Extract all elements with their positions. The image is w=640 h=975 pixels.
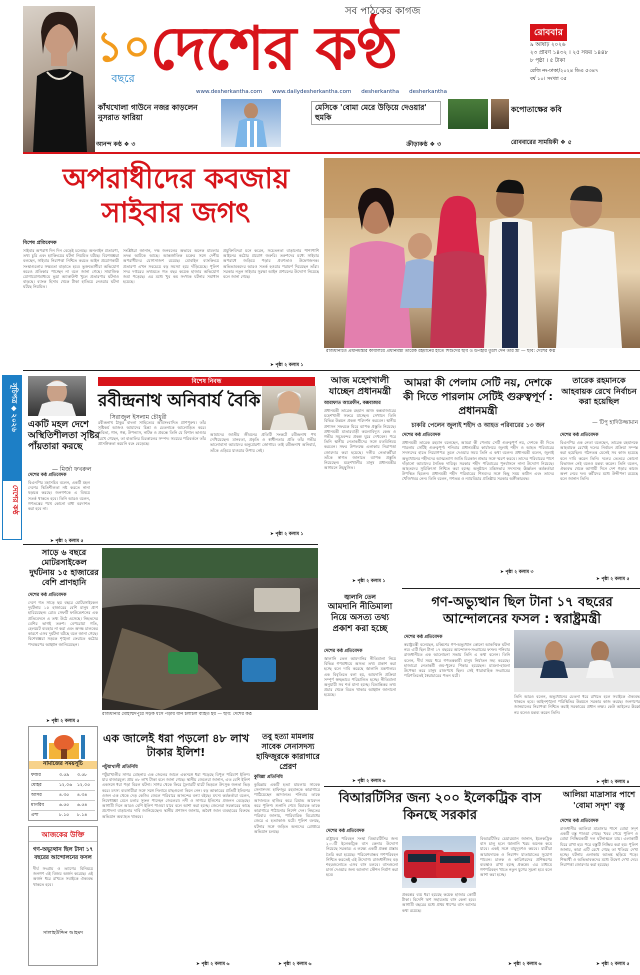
promo-strip — [96, 101, 640, 149]
story-left2-byline: দেশের কণ্ঠ প্রতিবেদক — [28, 593, 67, 598]
tagline: সব পাঠকের কাগজ — [345, 6, 421, 17]
prayer-name: এশা — [31, 813, 39, 818]
bus-byline: দেশের কণ্ঠ প্রতিবেদক — [326, 829, 365, 834]
masthead-rule — [23, 152, 640, 154]
promo-left[interactable] — [96, 101, 216, 149]
prayer-time: ৮.১৪ — [77, 813, 88, 818]
prayer-time: ৮.১৫ — [59, 813, 70, 818]
twitter-link[interactable]: desherkantha — [409, 89, 447, 95]
bus-body-col1: রাষ্ট্রায়ত্ত পরিবহন সংস্থা বিআরটিসির জন্য ২০০টি ইলেকট্রিক বাস কেনার উদ্যোগ নিয়েছে সরকার। এ লক্ষ্যে একটি প্রকল্প প্রস্তাব তৈরি করা হয়েছে। পরিবেশবান্ধব গণপরিবহন নিশ্চিত করতেই এই উদ্যোগ। রাজধানীসহ বড় শহরগুলোতে এসব বাস চলবে। বাসগুলো চার্জ দেওয়ার জন্য আলাদা স্টেশন নির্মাণ করা হবে। — [326, 836, 398, 878]
masthead — [0, 0, 640, 155]
right-story-body: বিএনপির এক নেতা বলেছেন, তারেক রহমানকে আহবায়ক রেখেই দলের নির্বাচন প্রক্রিয়া সম্পন্ন করা হয়েছিল। গঠনতন্ত্র মেনেই সব কাজ হয়েছে বলে দাবি করেন তিনি। দলের ভেতরে কোনো বিভাজন নেই বলেও মন্তব্য করেন। তিনি বলেন, ঐক্যবদ্ধ থেকে আগামী দিনে দেশ গড়ার কাজে অংশ নেবে দল। কর্মীদের মধ্যে উদ্দীপনা রয়েছে বলে জানান তিনি। — [560, 440, 638, 482]
side-strip-label: সূচিপত্র ◆ ২০২৬ — [10, 383, 18, 432]
bus-body-col2: প্রকল্পের ব্যয় ধরা হয়েছে কয়েক হাজার কোটি টাকা। বিদেশি ঋণ সহায়তায় বাস কেনা হবে। আগামী বছরের মধ্যে প্রথম ধাপের বাস আসার কথা রয়েছে। — [402, 892, 476, 913]
feature-body-col1: রবীন্দ্রনাথ ঠাকুর বাংলা সাহিত্যের অবিসংবাদিত প্রাণপুরুষ। তাঁর সৃষ্টিকর্ম আজও আমাদের চিন্তা ও চেতনাকে আলোড়িত করে। কবিতা, গান, গল্প, উপন্যাস, নাটক ও প্রবন্ধে তিনি যে বিশাল ভাণ্ডার রেখে গেছেন, তা বাঙালির চিরকালের সম্পদ। সময়ের পরিবর্তনে তাঁর প্রাসঙ্গিকতা কমেনি বরং বেড়েছে। — [98, 420, 206, 446]
right-story-headline: তারেক রহমানকে আহবায়ক রেখে নির্বাচন করা হয়েছিল — [561, 376, 637, 406]
pm-photo-caption: রাজধানীতে প্রধানমন্ত্রীর কার্যালয়ে প্রধানমন্ত্রী তারেক রহমানের হাতে শিশুদের ছবি ও উপহার তুলে দেন তাঁর স্ত্রী — ছবি: দেশের কণ্ঠ — [326, 349, 556, 354]
main-body: প্রধানমন্ত্রী তারেক রহমান বলেছেন, আমরা কী পেলাম সেটি গুরুত্বপূর্ণ নয়, দেশকে কী দিতে পারলাম সেটিই গুরুত্বপূর্ণ। শনিবার প্রধানমন্ত্রীর কার্যালয়ে জুলাই শহীদ ও আহত পরিবারের সদস্যদের হাতে নিয়োগপত্র তুলে দেওয়ার সময় তিনি এ কথা বলেন। প্রধানমন্ত্রী বলেন, জুলাই অভ্যুত্থানের শহীদদের আত্মত্যাগ জাতি চিরকাল শ্রদ্ধার সঙ্গে স্মরণ করবে। তাদের পরিবারের পাশে দাঁড়ানো আমাদের নৈতিক দায়িত্ব। সরকার শহীদ পরিবারের পুনর্বাসনে নানা উদ্যোগ নিয়েছে। আহতদের সুচিকিৎসা নিশ্চিত করা হচ্ছে। অনুষ্ঠানে মন্ত্রিসভার সদস্যসহ ঊর্ধ্বতন কর্মকর্তারা উপস্থিত ছিলেন। প্রধানমন্ত্রী শহীদ পরিবারের শিশুদের সঙ্গে কিছু সময় কাটান এবং তাদের খোঁজখবর নেন। তিনি বলেন, গণতন্ত্র ও ন্যায়বিচার প্রতিষ্ঠায় সরকার অঙ্গীকারবদ্ধ। — [402, 440, 554, 482]
story-left1-quote: — মির্জা ফখরুল — [52, 466, 92, 473]
right-story-attribution: — টিপু হাদিউজ্জামান — [592, 420, 638, 426]
links-bar — [196, 89, 526, 99]
hilsa-headline: এক জালেই ধরা পড়লো ৪৮ লাখ টাকার ইলিশ! — [103, 732, 249, 759]
bus-body-col3: বিআরটিসির চেয়ারম্যান জানান, ইলেকট্রিক বাস চালু হলে জ্বালানি খরচ অনেক কমে যাবে। একই সঙ্গে বায়ুদূষণও কমবে। যাত্রীরা আরামদায়ক ও নিরাপদ যাতায়াতের সুযোগ পাবেন। চালক ও কারিগরদের প্রশিক্ষণের ব্যবস্থাও রাখা হচ্ছে প্রকল্পে। এর মাধ্যমে গণপরিবহন খাতে নতুন যুগের সূচনা হবে বলে আশা করা হচ্ছে। — [480, 836, 552, 878]
fakhrul-photo — [28, 376, 86, 416]
promo-left-headline: কাঁখখোলা গাউনে নজর কাড়লেন নুসরাত ফারিয়া — [98, 103, 198, 122]
madrasa-body: রাজধানীর আলিয়া মাদ্রাসার পাশে বোমা সদৃশ একটি বস্তু পাওয়া গেছে। খবর পেয়ে পুলিশ ও বোমা নিষ্ক্রিয়কারী দল ঘটনাস্থলে যায়। এলাকাটি ঘিরে রাখা হয়। পরে বস্তুটি নিষ্ক্রিয় করা হয়। পুলিশ জানায়, কারা এটি রেখে গেছে তা খতিয়ে দেখা হচ্ছে। ঘটনায় এলাকায় আতঙ্ক ছড়িয়ে পড়ে। শিক্ষার্থী ও অভিভাবকদের মধ্যে উদ্বেগ দেখা দেয়। নিরাপত্তা জোরদার করা হয়েছে। — [560, 826, 638, 868]
poet-portrait — [491, 99, 509, 129]
army-body: কুমিল্লায় একটি হত্যা মামলায় সাবেক সেনাসদস্য হাফিজুর রহমানকে কারাগারে পাঠিয়েছেন আদালত। শনিবার তাকে আদালতে হাজির করে রিমান্ড আবেদন করে পুলিশ। শুনানি শেষে বিচারক তাকে কারাগারে পাঠানোর নির্দেশ দেন। নিহতের পরিবার জানায়, পারিবারিক বিরোধের জেরে এ হত্যাকাণ্ড ঘটে। পুলিশ বলছে, ঘটনার সঙ্গে জড়িত অন্যদের গ্রেপ্তারে অভিযান চলছে। — [254, 782, 320, 834]
promo-right[interactable] — [511, 101, 640, 149]
prayer-name: মাগরিব — [31, 803, 45, 808]
main-headline: আমরা কী পেলাম সেটি নয়, দেশকে কী দিতে পারলাম সেটিই গুরুত্বপূর্ণ : প্রধানমন্ত্রী — [403, 377, 553, 417]
hilsa-byline: পটুয়াখালী প্রতিনিধি — [102, 765, 138, 770]
prayer-row — [31, 791, 95, 801]
feature-divider — [23, 544, 318, 545]
date-block — [530, 20, 635, 83]
lead-body-col3: প্রযুক্তিবিদরা মনে করেন, সচেতনতা বাড়ানোর পাশাপাশি আইনের কঠোর প্রয়োগ জরুরি। তরুণদের মধ্যে সাইবার অপরাধে জড়িয়ে পড়ার প্রবণতাও উদ্বেগজনক। অভিভাবকদের আরও সতর্ক হওয়ার পরামর্শ দিয়েছেন তাঁরা। সরকার নতুন সাইবার সুরক্ষা আইন প্রণয়নের উদ্যোগ নিয়েছে বলে জানা গেছে। — [223, 248, 319, 280]
prayer-row — [31, 781, 95, 791]
prayer-name: ফজর — [31, 773, 41, 778]
madrasa-byline: দেশের কণ্ঠ প্রতিবেদক — [560, 819, 599, 824]
prayer-time: ৪.৩৪ — [77, 793, 88, 798]
prayer-table — [31, 771, 95, 820]
prayer-time: ৪.৩৫ — [59, 793, 70, 798]
pm-event-photo — [324, 158, 640, 348]
date-line-1: ৯ আষাঢ় ২০২৬ — [530, 42, 566, 48]
army-byline: কুমিল্লা প্রতিনিধি — [254, 775, 283, 780]
story-left2-headline: সাড়ে ৬ বছরে মোটরসাইকেল দুর্ঘটনায় ১৫ হাজারের বেশি প্রাণহানি — [29, 548, 99, 587]
prayer-time: ১২.০৬ — [59, 783, 73, 788]
story-left2-body: দেশে গত সাড়ে ছয় বছরে মোটরসাইকেল দুর্ঘটনায় ১৫ হাজারের বেশি মানুষ প্রাণ হারিয়েছেন। রোড সেফটি ফাউন্ডেশনের এক প্রতিবেদনে এ তথ্য উঠে এসেছে। নিহতদের বেশির ভাগই তরুণ। বেপরোয়া গতি, হেলমেট ব্যবহার না করা এবং অদক্ষ চালকের কারণে এসব দুর্ঘটনা ঘটছে বলে জানা গেছে। বিশেষজ্ঞরা সড়কে শৃঙ্খলা ফেরাতে কঠোর পদক্ষেপের আহ্বান জানিয়েছেন। — [28, 600, 98, 647]
hilsa-more[interactable]: ➤ পৃষ্ঠা ২ কলাম ৬ — [196, 962, 230, 967]
date-line-3: ৮ পৃষ্ঠা । ৫ টাকা — [530, 58, 566, 64]
movement-body-col1: স্বরাষ্ট্রমন্ত্রী বলেছেন, চব্বিশের গণ-অভ্যুত্থান কোনো আকস্মিক ঘটনা নয়। এটি ছিল টানা ১৭ বছরের আন্দোলন-সংগ্রামের ফসল। শনিবার রাজধানীতে এক আলোচনা সভায় তিনি এ কথা বলেন। তিনি বলেন, দীর্ঘ সময় ধরে গণতন্ত্রকামী মানুষ নির্যাতন সহ্য করেছে। হাজারো নেতাকর্মী গুম-খুনের শিকার হয়েছেন। মামলা-হামলা উপেক্ষা করে মানুষ রাজপথে ছিল। সেই ধারাবাহিক সংগ্রামের পরিণতিতেই স্বৈরাচারের পতন ঘটে। — [404, 642, 510, 679]
promo-left-section: আনন্দ কণ্ঠ ❖ ৩ — [96, 141, 136, 148]
feature-headline: রবীন্দ্রনাথ অনিবার্য বৈকি — [98, 391, 261, 411]
story-left1-more[interactable]: ➤ পৃষ্ঠা ২ কলাম ৫ — [50, 539, 84, 544]
ovi-body: জ্বালানি তেল আমদানির নীতিমালা নিয়ে বিভিন্ন গণমাধ্যমে অসত্য তথ্য প্রকাশ করা হচ্ছে বলে দাবি করেছে জ্বালানি মন্ত্রণালয়। এক বিবৃতিতে বলা হয়, আমদানি প্রক্রিয়া সম্পূর্ণ স্বচ্ছভাবে পরিচালিত হচ্ছে। নীতিমালা অনুযায়ী সব শর্ত মানা হচ্ছে। বিভ্রান্তিকর তথ্য প্রচার থেকে বিরত থাকার আহ্বান জানানো হয়েছে। — [324, 656, 396, 698]
lead-headline: অপরাধীদের কবজায় সাইবার জগৎ — [62, 162, 290, 229]
pm-headline: আজ মহেশখালী যাচ্ছেন প্রধানমন্ত্রী — [328, 376, 391, 397]
lead-body-col2: সংশ্লিষ্টরা জানান, দক্ষ জনবলের অভাবে অনেক মামলার তদন্ত আটকে আছে। আন্তর্জাতিক চক্রের সঙ্গে দেশীয় অপরাধীদের যোগসাজশ রয়েছে। মোবাইল ব্যাংকিংয়ে প্রতারণা এখন সবচেয়ে বড় সমস্যা হয়ে দাঁড়িয়েছে। পুলিশ সদর দপ্তরের তথ্যমতে গত বছর কয়েক হাজার অভিযোগ জমা পড়েছে। এর মধ্যে খুব কম সংখ্যক ঘটনার সমাধান হয়েছে। — [123, 248, 219, 285]
anniversary-logo — [96, 24, 150, 92]
quote-body: গণ-অভ্যুত্থান ছিল টানা ১৭ বছরের আন্দোলনের ফসল — [32, 847, 94, 861]
quote-box — [28, 826, 98, 966]
movement-body-col2: তিনি আরও বলেন, অভ্যুত্থানের চেতনা ধরে রাখতে হলে সবাইকে ঐক্যবদ্ধ থাকতে হবে। আইনশৃঙ্খলা পরিস্থিতির উন্নয়নে সরকার কাজ করছে। জনগণের জানমালের নিরাপত্তা নিশ্চিত করাই সরকারের প্রধান লক্ষ্য। কেউ আইনের ঊর্ধ্বে নয় বলেও মন্তব্য করেন তিনি। — [514, 694, 640, 715]
pm-body: প্রধানমন্ত্রী তারেক রহমান আজ কক্সবাজারের মহেশখালী সফরে যাচ্ছেন। সেখানে তিনি বিভিন্ন উন্নয়ন প্রকল্প পরিদর্শন করবেন। স্থানীয় প্রশাসন সফরকে ঘিরে ব্যাপক প্রস্তুতি নিয়েছে। প্রধানমন্ত্রী মাতারবাড়ী কয়লাবিদ্যুৎ কেন্দ্র ও গভীর সমুদ্রবন্দর প্রকল্প ঘুরে দেখবেন। পরে তিনি স্থানীয় নেতাকর্মীদের সঙ্গে মতবিনিময় করবেন। সফর উপলক্ষে এলাকায় নিরাপত্তা জোরদার করা হয়েছে। দলীয় নেতাকর্মীরা তাঁকে স্বাগত জানাতে ব্যাপক প্রস্তুতি নিয়েছেন। মহেশখালীর মানুষ প্রধানমন্ত্রীর আগমনে উচ্ছ্বসিত। — [324, 408, 396, 471]
prayer-time: ১২.০৫ — [77, 783, 91, 788]
website-link-2[interactable]: www.dailydesherkantha.com — [272, 89, 352, 95]
prayer-time: ৩.৫৮ — [77, 773, 88, 778]
prayer-title: নামাজের সময়সূচি — [29, 761, 97, 769]
quote-author: সালাহউদ্দিন আহমদ — [42, 930, 84, 936]
road-photo-caption: রাজধানীর মোহাম্মদপুরে সড়ক ধসে পড়ায় যান চলাচল ব্যাহত হয় — ছবি: দেশের কণ্ঠ — [102, 712, 252, 717]
date-line-4: রেজি নং-ঢাকা/২০২৪ ডিএ ৫৩৪৭ — [530, 68, 599, 74]
feature-author: সিরাজুল ইসলাম চৌধুরী — [110, 414, 167, 421]
author-photo — [262, 386, 316, 430]
mosque-icon — [39, 729, 89, 759]
story-left1-body: বিএনপির মহাসচিব বলেন, একটি মহল দেশের স্থিতিশীলতা নষ্ট করতে নানা ষড়যন্ত্র করছে। জনগণকে এ বিষয়ে সতর্ক থাকতে হবে। তিনি আরও বলেন, গণতন্ত্রের পথে কোনো বাধা বরদাশত করা হবে না। — [28, 480, 90, 512]
feature-kicker: বিশেষ নিবন্ধ — [98, 377, 315, 386]
poet-photo — [448, 99, 488, 129]
electric-bus-photo — [402, 836, 476, 888]
prayer-box — [28, 726, 98, 821]
anniversary-word: বছরে — [111, 72, 135, 85]
side-strip-brand: দেশের কণ্ঠ — [11, 485, 19, 515]
anniversary-number: ১০ — [96, 22, 151, 71]
pm-byline: আরাফাত আরেফীন, কক্সবাজার — [324, 401, 381, 406]
prayer-name: যোহর — [31, 783, 42, 788]
minister-photo — [514, 630, 640, 692]
road-collapse-photo — [102, 548, 318, 710]
promo-mid[interactable] — [311, 101, 441, 149]
movement-headline: গণ-অভ্যুত্থান ছিল টানা ১৭ বছরের আন্দোলনের ফসল : স্বরাষ্ট্রমন্ত্রী — [431, 595, 613, 627]
army-more[interactable]: ➤ পৃষ্ঠা ২ কলাম ৬ — [278, 962, 312, 967]
date-line-2: ২৩ প্রাবণ ১৪৩২ । ২৫ সফর ১৪৪৮ — [530, 50, 609, 56]
prayer-name: আসর — [31, 793, 42, 798]
side-strip-bottom — [2, 480, 22, 540]
army-headline: তবু হত্যা মামলায় সাবেক সেনাসদস্য হাফিজুরকে কারাগারে প্রেরণ — [256, 732, 320, 771]
feature-more[interactable]: ➤ পৃষ্ঠা ২ কলাম ১ — [270, 532, 304, 537]
prayer-time: ৬.৫৫ — [59, 803, 70, 808]
prayer-row — [31, 771, 95, 781]
quote-title: আজকের উক্তি — [29, 827, 97, 842]
feature-body-col2: আমাদের জাতীয় জীবনের প্রতিটি সংকটে রবীন্দ্রনাথ পথ দেখিয়েছেন। মানবতা, প্রকৃতি ও স্বাধীনতার প্রতি তাঁর গভীর ভালোবাসা আমাদের অনুপ্রেরণা জোগায়। তাই রবীন্দ্রনাথ অনিবার্য, তাঁকে এড়িয়ে যাওয়ার উপায় নেই। — [210, 432, 316, 453]
prayer-time: ৩.৫৯ — [59, 773, 70, 778]
madrasa-more[interactable]: ➤ পৃষ্ঠা ২ কলাম ৫ — [596, 962, 630, 967]
prayer-time: ৬.৫৪ — [77, 803, 88, 808]
promo-right-section: রোববারের সাময়িকী ❖ ৫ — [511, 139, 572, 146]
right-story-byline: দেশের কণ্ঠ প্রতিবেদক — [560, 433, 599, 438]
movement-byline: দেশের কণ্ঠ প্রতিবেদক — [404, 635, 443, 640]
mid-divider — [402, 588, 640, 589]
bus-headline: বিআরটিসির জন্য ২০০ ইলেকট্রিক বাস কিনছে সরকার — [338, 791, 542, 823]
newspaper-title: দেশের কণ্ঠ — [150, 14, 397, 84]
footballer-photo — [221, 99, 281, 147]
promo-mid-headline: মেসিকে 'বোমা মেরে উড়িয়ে দেওয়ার' হুমকি — [311, 101, 441, 125]
hilsa-body: পটুয়াখালীর সাগর মোহনায় এক জেলের জালে একসঙ্গে ধরা পড়েছে বিপুল পরিমাণ ইলিশ। যার বাজারমূল্য প্রায় ৪৮ লাখ টাকা বলে জানা গেছে। স্থানীয় জেলেরা জানান, এত বেশি ইলিশ একসঙ্গে ধরা পড়া বিরল ঘটনা। সাগর থেকে ফিরে ট্রলারটি ঘাটে ভিড়লে উৎসুক জনতা ভিড় করে। মৎস্য ব্যবসায়ীরা সঙ্গে সঙ্গে নিলামে মাছগুলো কিনে নেন। বড় আকারের প্রতিটি ইলিশের ওজন এক থেকে দেড় কেজি। জেলে পরিবারে আনন্দের বন্যা বইছে। মৎস্য কর্মকর্তারা বলেন, নিষেধাজ্ঞা মেনে চলার সুফল পাচ্ছেন জেলেরা। নদী ও সাগরে ইলিশের প্রজনন বেড়েছে। আগামী দিনে আরও বেশি ইলিশ পাওয়া যাবে বলে আশা করা হচ্ছে। জেলেরা সরকারের কাছে প্রণোদনা বাড়ানোর দাবি জানিয়েছেন। স্থানীয় প্রশাসন জানায়, অবৈধ জাল ব্যবহারের বিরুদ্ধে অভিযান অব্যাহত থাকবে। — [102, 772, 250, 819]
main-more[interactable]: ➤ পৃষ্ঠা ২ কলাম ৩ — [500, 570, 534, 575]
lead-divider — [23, 370, 640, 371]
prayer-row — [31, 801, 95, 811]
lead-byline: বিশেষ প্রতিবেদক — [23, 240, 57, 246]
model-photo — [23, 6, 95, 152]
story-left1-headline: একটি মহল দেশে অস্থিতিশীলতা সৃষ্টির পাঁয়তারা করছে — [28, 420, 100, 452]
movement-more[interactable]: ➤ পৃষ্ঠা ২ কলাম ৪ — [596, 780, 630, 785]
promo-mid-section: ক্রীড়াকণ্ঠ ❖ ৩ — [406, 141, 441, 148]
lead-more[interactable]: ➤ পৃষ্ঠা ২ কলাম ১ — [270, 363, 304, 368]
ovi-kicker: জ্বালানি তেল — [344, 594, 376, 601]
main-byline: দেশের কণ্ঠ প্রতিবেদক — [402, 433, 441, 438]
story-left1-byline: দেশের কণ্ঠ প্রতিবেদক — [28, 473, 67, 478]
right-story-more[interactable]: ➤ পৃষ্ঠা ২ কলাম ৫ — [596, 577, 630, 582]
website-link-1[interactable]: www.desherkantha.com — [196, 89, 263, 95]
promo-right-headline: কপোতাক্ষের কবি — [511, 105, 562, 114]
story-left2-more[interactable]: ➤ পৃষ্ঠা ২ কলাম ৫ — [46, 719, 80, 724]
ovi-more[interactable]: ➤ পৃষ্ঠা ২ কলাম ৬ — [352, 779, 386, 784]
bottom-divider — [324, 786, 640, 787]
ovi-headline: আমদানি নীতিমালা নিয়ে অসত্য তথ্য প্রকাশ করা হচ্ছে — [327, 602, 393, 634]
madrasa-headline: আলিয়া মাদ্রাসার পাশে 'বোমা সদৃশ' বস্তু — [562, 790, 636, 810]
pm-more[interactable]: ➤ পৃষ্ঠা ২ কলাম ১ — [352, 579, 386, 584]
lead-body-col1: সাইবার অপরাধ দিন দিন বেড়েই চলেছে। অনলাইন প্রতারণা, তথ্য চুরি এবং হ্যাকিংয়ের ঘটনা নিয়মিত ঘটছে। বিশেষজ্ঞরা বলছেন, সাইবার নিরাপত্তা নিশ্চিত করতে আইন প্রয়োগকারী সংস্থাগুলোর সক্ষমতা বাড়াতে হবে। ভুক্তভোগীরা অভিযোগ করেও প্রতিকার পাচ্ছেন না বলে জানা গেছে। সামাজিক যোগাযোগমাধ্যমে ভুয়া অ্যাকাউন্ট খুলে প্রতারণার ঘটনাও বাড়ছে। ব্যাংক হিসাব থেকে টাকা হাতিয়ে নেওয়ার ঘটনা ঘটছে নিয়মিত। — [23, 248, 119, 290]
bus-more[interactable]: ➤ পৃষ্ঠা ২ কলাম ৬ — [508, 962, 542, 967]
prayer-row — [31, 811, 95, 820]
facebook-link[interactable]: desherkantha — [361, 89, 400, 95]
date-line-5: বর্ষ ১০। সংখ্যা ৩৫ — [530, 76, 567, 82]
quote-extra: দীর্ঘ সংগ্রাম ও ত্যাগের বিনিময়ে জনগণ এই বিজয় অর্জন করেছে। এই অর্জন ধরে রাখতে সবাইকে ঐক্যবদ্ধ থাকতে হবে। — [33, 866, 93, 887]
main-subhead: চাকরি পেলেন জুলাই শহীদ ও আহত পরিবারের ১৩ জন — [411, 422, 545, 429]
ovi-byline: দেশের কণ্ঠ প্রতিবেদক — [324, 649, 363, 654]
day-label: রোববার — [530, 24, 567, 41]
